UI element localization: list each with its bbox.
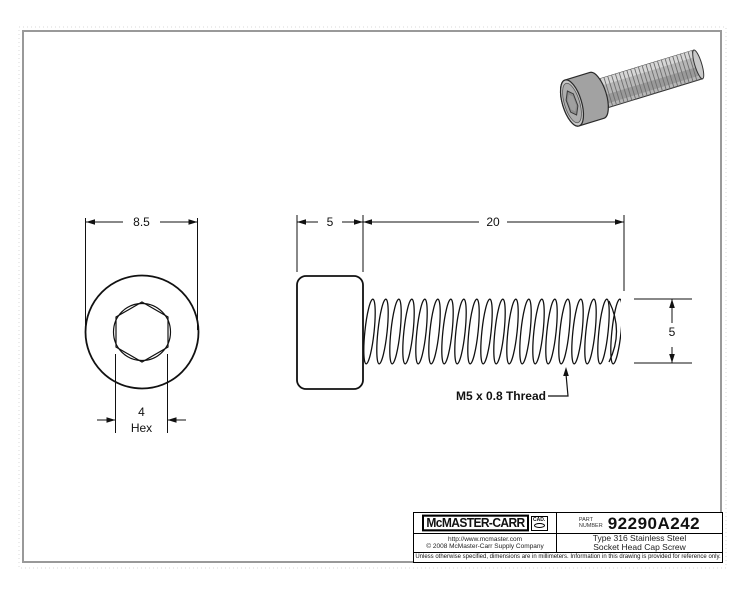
thread-callout-leader	[548, 367, 569, 396]
dim-thread-diameter-value: 5	[668, 325, 676, 339]
copyright-text: © 2008 McMaster-Carr Supply Company	[426, 543, 544, 550]
mcmaster-carr-logo: McMASTER-CARR	[422, 515, 528, 532]
arrowhead	[107, 417, 116, 423]
part-number-cell	[557, 513, 722, 533]
screw-3d-render	[556, 40, 709, 128]
arrowhead	[615, 219, 624, 225]
arrowhead	[563, 367, 569, 376]
arrowhead	[354, 219, 363, 225]
website-text: http://www.mcmaster.com	[447, 535, 523, 543]
company-info	[426, 536, 544, 551]
socket-circle	[114, 304, 171, 361]
dim-head-diameter-value: 8.5	[133, 215, 150, 229]
company-cell	[414, 534, 557, 552]
dim-thread-diameter	[634, 299, 692, 363]
cad-badge	[531, 516, 548, 531]
arrowhead	[669, 299, 675, 308]
side-view	[297, 276, 621, 389]
cad-badge-oval-icon	[534, 523, 545, 528]
cad-badge-label: CAD.	[532, 517, 546, 523]
thread-body	[363, 298, 621, 365]
dim-head-diameter	[86, 218, 198, 330]
description-line1: Type 316 Stainless Steel	[592, 532, 687, 543]
arrowhead	[363, 219, 372, 225]
disclaimer-text: Unless otherwise specified, dimensions are in millimeters. Information in this drawing is provided for reference only.	[415, 554, 721, 560]
part-number-label	[579, 517, 603, 529]
part-number-value: 92290A242	[607, 513, 701, 533]
logo-cell	[414, 513, 557, 533]
head-outline-circle	[86, 276, 199, 389]
description-line2: Socket Head Cap Screw	[593, 542, 686, 552]
registration-frame	[19, 27, 726, 568]
arrowhead	[168, 417, 177, 423]
arrowhead	[86, 219, 95, 225]
title-block-row-logo-part	[414, 513, 722, 534]
dim-hex-label: Hex	[130, 421, 153, 435]
sheet-border	[23, 31, 721, 562]
dim-thread-length-value: 20	[486, 215, 500, 229]
title-block-row-disclaimer	[414, 553, 722, 562]
screw-head-side	[297, 276, 363, 389]
logo-group	[422, 515, 547, 531]
title-block-row-info	[414, 534, 722, 553]
part-label-line2: NUMBER	[578, 523, 603, 529]
arrowhead	[297, 219, 306, 225]
end-view	[86, 276, 199, 389]
part-description	[593, 534, 687, 553]
description-cell	[557, 534, 722, 552]
thread-callout-text: M5 x 0.8 Thread	[455, 389, 546, 403]
dim-head-length-value: 5	[326, 215, 334, 229]
title-block	[413, 512, 723, 563]
arrowhead	[189, 219, 198, 225]
dim-hex-value: 4	[138, 405, 145, 419]
part-label-line1: PART	[578, 517, 594, 523]
hex-socket-outline	[116, 302, 168, 362]
arrowhead	[669, 354, 675, 363]
